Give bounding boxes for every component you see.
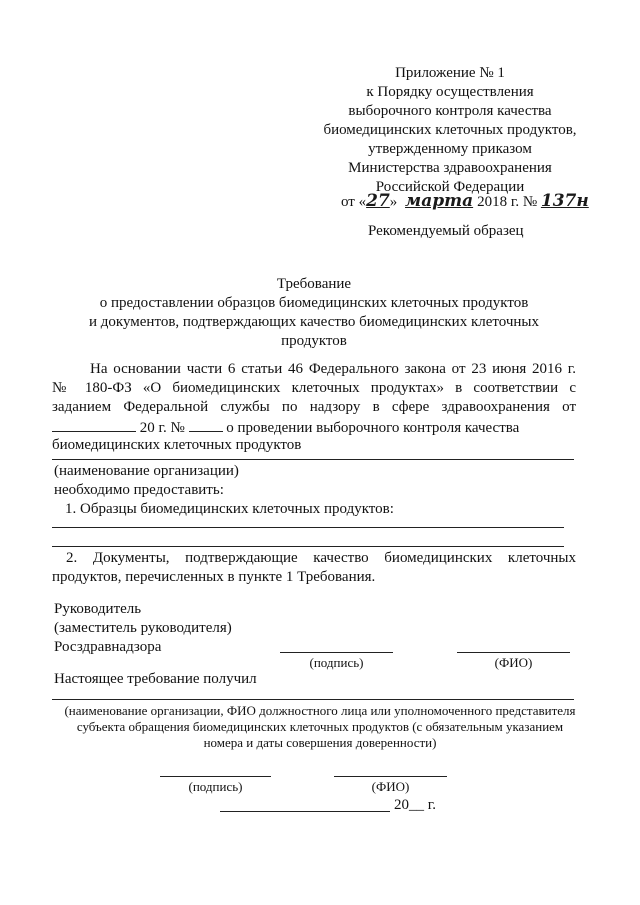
recipient-signature-caption: (подпись): [188, 779, 243, 794]
date-month-handwritten: марта: [405, 191, 474, 211]
signature-caption: (подпись): [309, 655, 364, 670]
body-paragraph: [52, 360, 576, 455]
signature-line[interactable]: [280, 652, 393, 653]
body-line: биомедицинских клеточных продуктов: [52, 437, 302, 453]
header-line: к Порядку осуществления: [366, 84, 534, 100]
order-date-line: [341, 192, 589, 218]
year-prefix: 20: [139, 420, 155, 436]
org-name-line[interactable]: [52, 459, 574, 460]
title-line: Требование: [276, 276, 352, 292]
recipient-signature-line[interactable]: [160, 776, 271, 777]
head-agency: Росздравнадзора: [54, 639, 162, 655]
item2-line: продуктов, перечисленных в пункте 1 Требования.: [52, 569, 376, 585]
date-prefix: от «: [341, 194, 367, 210]
head-title: Руководитель: [54, 601, 142, 617]
receipt-year: 20__ г.: [394, 797, 436, 813]
receipt-date-line[interactable]: [220, 811, 390, 812]
recipient-caption: субъекта обращения биомедицинских клеточных продуктов (с обязательным указанием: [76, 719, 564, 734]
received-label: Настоящее требование получил: [54, 671, 257, 687]
header-line: Российской Федерации: [375, 179, 525, 195]
recipient-caption: (наименование организации, ФИО должностного лица или уполномоченного представителя: [64, 703, 576, 718]
number-label: г. №: [158, 420, 185, 436]
header-line: утвержденному приказом: [368, 141, 532, 157]
body-line: На основании части 6 статьи 46 Федерального закона от 23 июня 2016 г.: [90, 361, 576, 377]
org-caption: (наименование организации): [54, 463, 239, 479]
recipient-fio-line[interactable]: [334, 776, 447, 777]
blank-number[interactable]: [189, 417, 223, 432]
fio-line[interactable]: [457, 652, 570, 653]
title-line: и документов, подтверждающих качество биомедицинских клеточных: [89, 314, 539, 330]
date-quote: »: [389, 194, 398, 210]
recipient-fio-caption: (ФИО): [371, 779, 410, 794]
appendix-number: Приложение № 1: [395, 65, 505, 81]
fio-caption: (ФИО): [494, 655, 533, 670]
header-line: выборочного контроля качества: [348, 103, 552, 119]
sample-note: Рекомендуемый образец: [368, 223, 524, 239]
item-2: [52, 549, 576, 587]
body-text: о проведении выборочного контроля качества: [226, 420, 520, 436]
item1-fill-line[interactable]: [52, 527, 564, 528]
header-line: Министерства здравоохранения: [348, 160, 552, 176]
recipient-line[interactable]: [52, 699, 574, 700]
body-line: № 180-ФЗ «О биомедицинских клеточных продуктах» в соответствии с: [52, 380, 576, 396]
body-line: заданием Федеральной службы по надзору в сфере здравоохранения от: [52, 399, 576, 415]
date-day-handwritten: 27: [366, 191, 390, 211]
blank-date[interactable]: [52, 417, 136, 432]
item-1: 1. Образцы биомедицинских клеточных продуктов:: [65, 501, 394, 517]
head-deputy: (заместитель руководителя): [54, 620, 232, 636]
recipient-caption: номера и даты совершения доверенности): [203, 735, 437, 750]
need-provide-label: необходимо предоставить:: [54, 482, 224, 498]
header-line: биомедицинских клеточных продуктов,: [323, 122, 577, 138]
item1-fill-line[interactable]: [52, 546, 564, 547]
item2-line: 2. Документы, подтверждающие качество биомедицинских клеточных: [66, 550, 576, 566]
date-year: 2018 г. №: [477, 194, 538, 210]
body-line-blanks: [52, 417, 576, 436]
order-number-handwritten: 137н: [540, 191, 589, 211]
title-line: о предоставлении образцов биомедицинских клеточных продуктов: [99, 295, 529, 311]
title-line: продуктов: [281, 333, 347, 349]
